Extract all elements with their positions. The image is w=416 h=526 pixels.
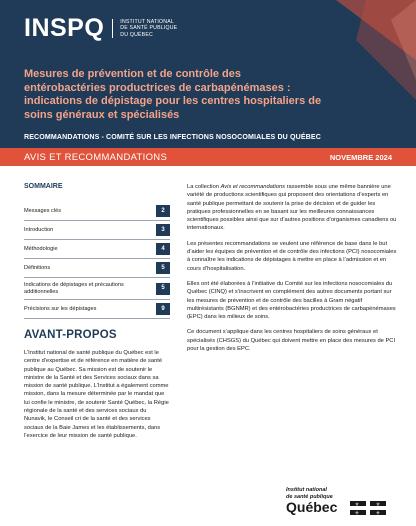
toc-item-label: Introduction bbox=[24, 226, 54, 233]
intro-paragraph: La collection Avis et recommandations rassemble sous une même bannière une variété de productions scientifiques qui proposent des orientations d’experts en santé publique permettant de soutenir la prise de décision et de guider les pratiques professionnelles en se basant sur les meilleures connaissances scientifiques possibles ainsi que sur d’autres positions d’organismes canadiens ou internationaux. bbox=[187, 184, 397, 232]
toc-item-label: Indications de dépistages et précautions additionnelles bbox=[24, 281, 124, 295]
avant-propos-heading: AVANT-PROPOS bbox=[24, 329, 117, 341]
purpose-paragraph: Les présentes recommandations se veulent une référence de base dans le but d’aider les équipes de prévention et de contrôle des infections (PCI) nosocomiales à connaître les indications de dépistages à mettre en place à l’admission et en cours d’hospitalisation. bbox=[187, 240, 397, 272]
toc-item[interactable] bbox=[24, 221, 170, 240]
toc-item[interactable] bbox=[24, 240, 170, 259]
logo-wordmark: INSPQ bbox=[24, 14, 105, 42]
toc-page-number: 2 bbox=[156, 205, 170, 217]
left-column bbox=[24, 183, 170, 440]
toc-page-number: 5 bbox=[156, 283, 170, 295]
document-subtitle: RECOMMANDATIONS - COMITÉ SUR LES INFECTIONS NOSOCOMIALES DU QUÉBEC bbox=[24, 133, 321, 141]
institution-name: Institut national de santé publique bbox=[286, 487, 333, 500]
collection-name: Avis et recommandations bbox=[220, 184, 286, 190]
toc-item-label: Précisions sur les dépistages bbox=[24, 305, 97, 312]
toc-page-number: 5 bbox=[156, 262, 170, 274]
logo-subtitle: INSTITUT NATIONAL DE SANTÉ PUBLIQUE DU QUÉBEC bbox=[112, 19, 177, 38]
toc-title: SOMMAIRE bbox=[24, 183, 63, 190]
quebec-government-logo bbox=[286, 487, 398, 517]
toc-item[interactable] bbox=[24, 202, 170, 221]
svg-text:⚜: ⚜ bbox=[354, 502, 360, 508]
svg-text:⚜: ⚜ bbox=[375, 510, 381, 515]
toc-page-number: 9 bbox=[156, 303, 170, 315]
scope-paragraph: Ce document s’applique dans les centres hospitaliers de soins généraux et spécialisés (CHSGS) du Québec qui doivent mettre en place des mesures de PCI pour la gestion des EPC. bbox=[187, 329, 396, 353]
right-column bbox=[187, 183, 397, 360]
toc-item-label: Définitions bbox=[24, 264, 51, 271]
toc-item-label: Méthodologie bbox=[24, 245, 58, 252]
fleur-de-lis-flag-icon bbox=[350, 501, 386, 515]
category-banner bbox=[0, 148, 416, 166]
toc-item-label: Messages clés bbox=[24, 207, 61, 214]
document-title: Mesures de prévention et de contrôle des entérobactéries productrices de carbapénémases : indications de dépistage pour les centres hospitaliers de soins généraux et spécialisés bbox=[24, 68, 322, 121]
publication-date: NOVEMBRE 2024 bbox=[329, 152, 392, 162]
toc-item[interactable] bbox=[24, 300, 170, 319]
toc-item[interactable] bbox=[24, 259, 170, 278]
toc-page-number: 3 bbox=[156, 224, 170, 236]
svg-text:⚜: ⚜ bbox=[375, 502, 381, 508]
publication-type: AVIS ET RECOMMANDATIONS bbox=[24, 151, 168, 163]
svg-text:⚜: ⚜ bbox=[354, 510, 360, 515]
toc-page-number: 4 bbox=[156, 243, 170, 255]
avant-propos-text: L’Institut national de santé publique du Québec est le centre d’expertise et de référence en matière de santé publique au Québec. Sa mission est de soutenir le ministre de la Santé et des Services sociaux dans sa mission de santé publique. L’Institut a également comme mission, dans la mesure déterminée par le mandat que lui confie le ministre, de soutenir Santé Québec, la Régie régionale de la santé et des services sociaux du Nunavik, le Conseil cri de la santé et des services sociaux de la Baie James et les établissements, dans l’exercice de leur mission de santé publique. bbox=[24, 350, 169, 439]
inspq-logo bbox=[24, 14, 177, 43]
origin-paragraph: Elles ont été élaborées à l’initiative du Comité sur les infections nosocomiales du Québec (CINQ) et s’inscrivent en complément des autres documents portant sur les mesures de prévention et de contrôle des bacilles à Gram négatif multirésistants (BGNMR) et des entérobactéries productrices de carbapénémases (EPC) dans les milieux de soins. bbox=[187, 280, 396, 321]
quebec-wordmark: Québec bbox=[286, 499, 338, 515]
toc-item[interactable] bbox=[24, 278, 170, 300]
